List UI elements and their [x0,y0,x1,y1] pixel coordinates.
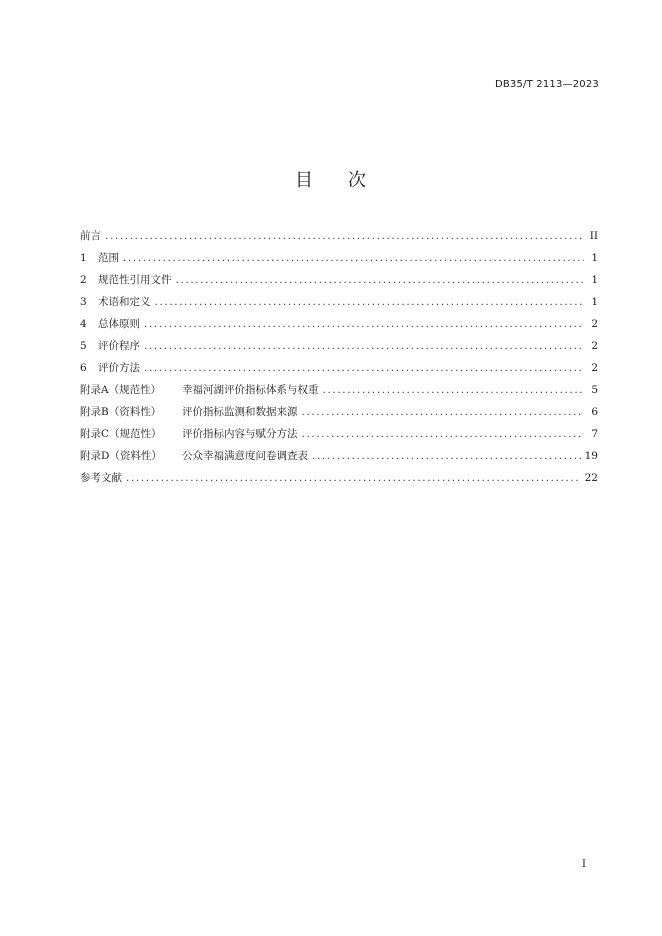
toc-entry-appendix-b[interactable] [80,404,598,426]
toc-entry-page: 2 [591,362,598,374]
toc-leader-dots [155,296,585,308]
toc-entry-page: 6 [591,406,598,418]
toc-entry-number: 1 [80,252,87,264]
toc-leader-dots [323,384,585,396]
toc-entry-page: 19 [584,450,598,462]
toc-entry-label: 评价程序 [98,340,140,352]
toc-leader-dots [123,252,584,264]
toc-entry-label: 总体原则 [98,318,140,330]
toc-leader-dots [176,274,585,286]
document-code: DB35/T 2113—2023 [494,79,599,90]
toc-leader-dots [312,450,581,462]
toc-leader-dots [302,406,585,418]
toc-entry-evaluation-procedure[interactable] [80,338,598,360]
toc-entry-label: 评价指标内容与赋分方法 [182,428,298,440]
toc-entry-label: 幸福河湖评价指标体系与权重 [182,384,319,396]
toc-entry-general-principles[interactable] [80,316,598,338]
toc-title-char-2: 次 [348,170,367,191]
toc-entry-label: 参考文献 [80,472,122,484]
toc-entry-page: 1 [591,296,598,308]
toc-entry-terms-definitions[interactable] [80,294,598,316]
toc-leader-dots [105,230,584,242]
toc-entry-label: 评价指标监测和数据来源 [182,406,298,418]
toc-entry-number: 4 [80,318,87,330]
toc-title [0,166,662,192]
toc-entry-page: 2 [591,340,598,352]
toc-entry-foreword[interactable] [80,228,598,250]
toc-entry-appendix-a[interactable] [80,382,598,404]
toc-entry-label: 规范性引用文件 [98,274,172,286]
toc-entry-page: 22 [584,472,598,484]
toc-entry-number: 2 [80,274,87,286]
toc-entry-label: 公众幸福满意度问卷调查表 [182,450,308,462]
toc-leader-dots [144,362,584,374]
toc-entry-label: 评价方法 [98,362,140,374]
toc-entry-page: 5 [591,384,598,396]
toc-entry-appendix-prefix: 附录B（资料性） [80,406,162,418]
toc-entry-appendix-d[interactable] [80,448,598,470]
toc-entry-page: 7 [591,428,598,440]
table-of-contents [80,228,598,492]
toc-entry-number: 5 [80,340,87,352]
toc-entry-appendix-prefix: 附录D（资料性） [80,450,162,462]
toc-entry-page: II [589,230,598,242]
toc-leader-dots [144,340,584,352]
toc-entry-label: 术语和定义 [98,296,151,308]
toc-entry-page: 1 [591,252,598,264]
toc-title-char-1: 目 [295,170,314,191]
toc-entry-scope[interactable] [80,250,598,272]
toc-entry-label: 范围 [98,252,119,264]
toc-entry-number: 3 [80,296,87,308]
toc-entry-label: 前言 [80,230,101,242]
toc-leader-dots [302,428,585,440]
toc-entry-number: 6 [80,362,87,374]
toc-entry-normative-references[interactable] [80,272,598,294]
toc-entry-appendix-prefix: 附录A（规范性） [80,384,162,396]
toc-leader-dots [126,472,581,484]
toc-entry-page: 2 [591,318,598,330]
toc-entry-bibliography[interactable] [80,470,598,492]
toc-entry-appendix-c[interactable] [80,426,598,448]
toc-leader-dots [144,318,584,330]
toc-entry-evaluation-method[interactable] [80,360,598,382]
page-number: I [582,859,586,870]
toc-entry-page: 1 [591,274,598,286]
toc-entry-appendix-prefix: 附录C（规范性） [80,428,162,440]
